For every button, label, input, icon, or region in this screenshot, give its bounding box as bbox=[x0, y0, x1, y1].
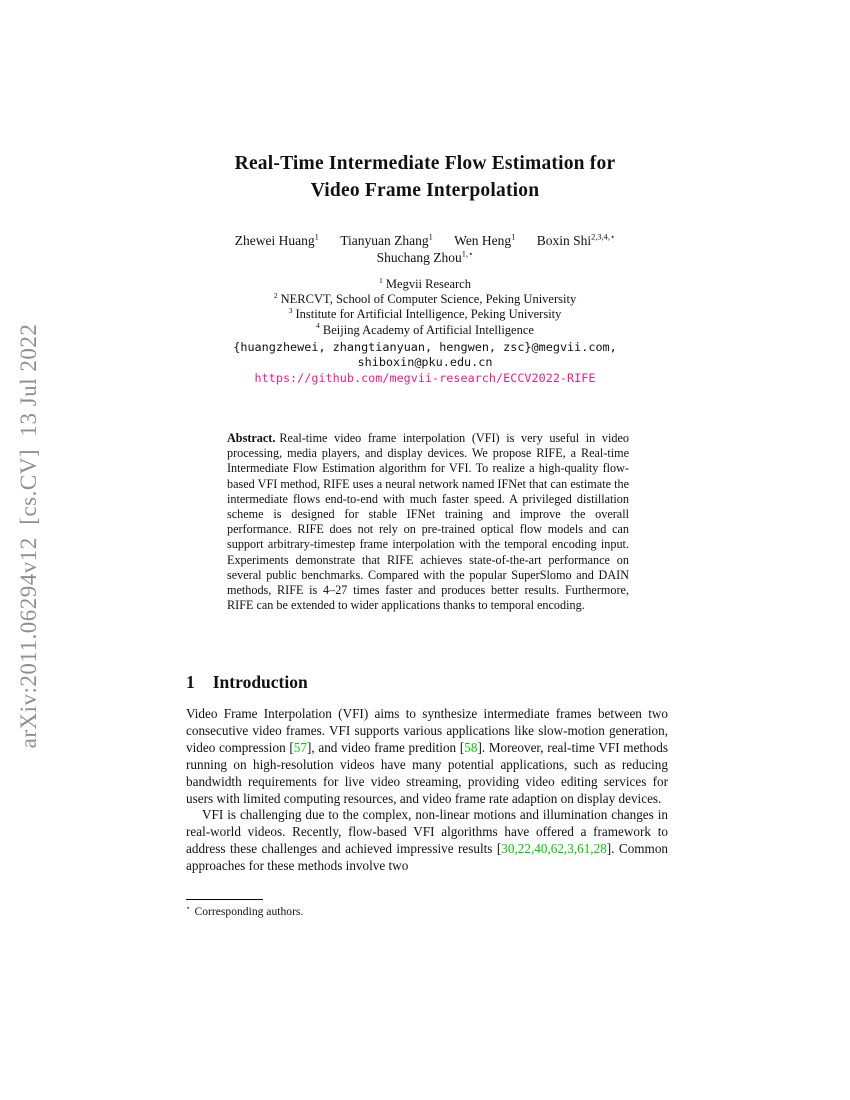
citation-link[interactable]: 30,22,40,62,3,61,28 bbox=[501, 841, 607, 857]
arxiv-watermark: arXiv:2011.06294v12 [cs.CV] 13 Jul 2022 bbox=[16, 323, 41, 749]
paper-title bbox=[0, 150, 850, 204]
affiliation: $^2$ NERCVT, School of Computer Science, Peking University bbox=[273, 291, 577, 307]
abstract bbox=[227, 431, 629, 613]
paper-title-line2: Video Frame Interpolation bbox=[310, 180, 540, 201]
footnote bbox=[186, 899, 668, 919]
citation-link[interactable]: 57 bbox=[293, 739, 307, 755]
affiliation: $^4$ Beijing Academy of Artificial Intelligence bbox=[316, 321, 534, 337]
author-affil-sup: 2,3,4,⋆ bbox=[591, 232, 616, 242]
footnote-text: Corresponding authors. bbox=[194, 905, 304, 918]
author-affil-sup: 1 bbox=[428, 232, 433, 242]
affiliations-block bbox=[0, 277, 850, 387]
footnote-rule bbox=[186, 899, 263, 900]
author-affil-sup: 1 bbox=[314, 232, 319, 242]
section-heading-introduction bbox=[186, 672, 308, 693]
author-row-2 bbox=[0, 250, 850, 267]
project-url-link[interactable]: https://github.com/megvii-research/ECCV2022-RIFE bbox=[254, 371, 596, 385]
author-list bbox=[0, 233, 850, 266]
section-number: 1 bbox=[186, 672, 195, 692]
intro-paragraph-1: Video Frame Interpolation (VFI) aims to synthesize intermediate frames between two consecutive video frames. VFI supports various applications like slow-motion generation, video compression [57], and video frame predition [58]. Moreover, real-time VFI methods running on high-resolution videos have many potential applications, such as reducing bandwidth requirements for live video streaming, providing video editing services for users with limited computing resources, and video frame rate adaption on display devices. bbox=[186, 706, 668, 806]
citation-link[interactable]: 58 bbox=[464, 739, 478, 755]
author-row-1 bbox=[0, 233, 850, 250]
intro-paragraph-2: VFI is challenging due to the complex, non-linear motions and illumination changes in real-world videos. Recently, flow-based VFI algorithms have offered a framework to address these challenges and achieved impressive results [30,22,40,62,3,61,28]. Common approaches for these methods involve two bbox=[186, 807, 669, 874]
author-affil-sup: 1,⋆ bbox=[461, 249, 474, 258]
author: Shuchang Zhou$^{1,⋆}$ bbox=[376, 249, 474, 265]
introduction-body bbox=[186, 706, 668, 875]
author-affil-sup: 1 bbox=[511, 232, 516, 242]
section-title: Introduction bbox=[212, 672, 308, 692]
email-line-1: {huangzhewei, zhangtianyuan, hengwen, zsc}@megvii.com, bbox=[233, 339, 617, 354]
abstract-text: Real-time video frame interpolation (VFI) is very useful in video processing, media players, and display devices. We propose RIFE, a Real-time Intermediate Flow Estimation algorithm for VFI. To realize a high-quality flow-based VFI method, RIFE uses a neural network named IFNet that can estimate the intermediate flows end-to-end with much faster speed. A privileged distillation scheme is designed for stable IFNet training and improve the overall performance. RIFE does not rely on pre-trained optical flow models and can support arbitrary-timestep frame interpolation with the temporal encoding input. Experiments demonstrate that RIFE achieves state-of-the-art performance on several public benchmarks. Compared with the popular SuperSlomo and DAIN methods, RIFE is 4–27 times faster and produces better results. Furthermore, RIFE can be extended to wider applications thanks to temporal encoding. bbox=[227, 431, 629, 613]
contact-block bbox=[0, 340, 850, 387]
footnote-symbol: ⋆ bbox=[186, 904, 191, 913]
author: Wen Heng$^1$ bbox=[454, 232, 516, 248]
abstract-label: Abstract. bbox=[227, 431, 276, 445]
email-line-2: shiboxin@pku.edu.cn bbox=[357, 355, 493, 370]
paper-title-line1: Real-Time Intermediate Flow Estimation for bbox=[234, 153, 616, 174]
affiliation: $^1$ Megvii Research bbox=[379, 275, 471, 291]
author: Tianyuan Zhang$^1$ bbox=[340, 232, 433, 248]
author: Boxin Shi$^{2,3,4,⋆}$ bbox=[536, 232, 616, 248]
affiliation: $^3$ Institute for Artificial Intelligence, Peking University bbox=[288, 306, 562, 322]
author: Zhewei Huang$^1$ bbox=[234, 232, 319, 248]
